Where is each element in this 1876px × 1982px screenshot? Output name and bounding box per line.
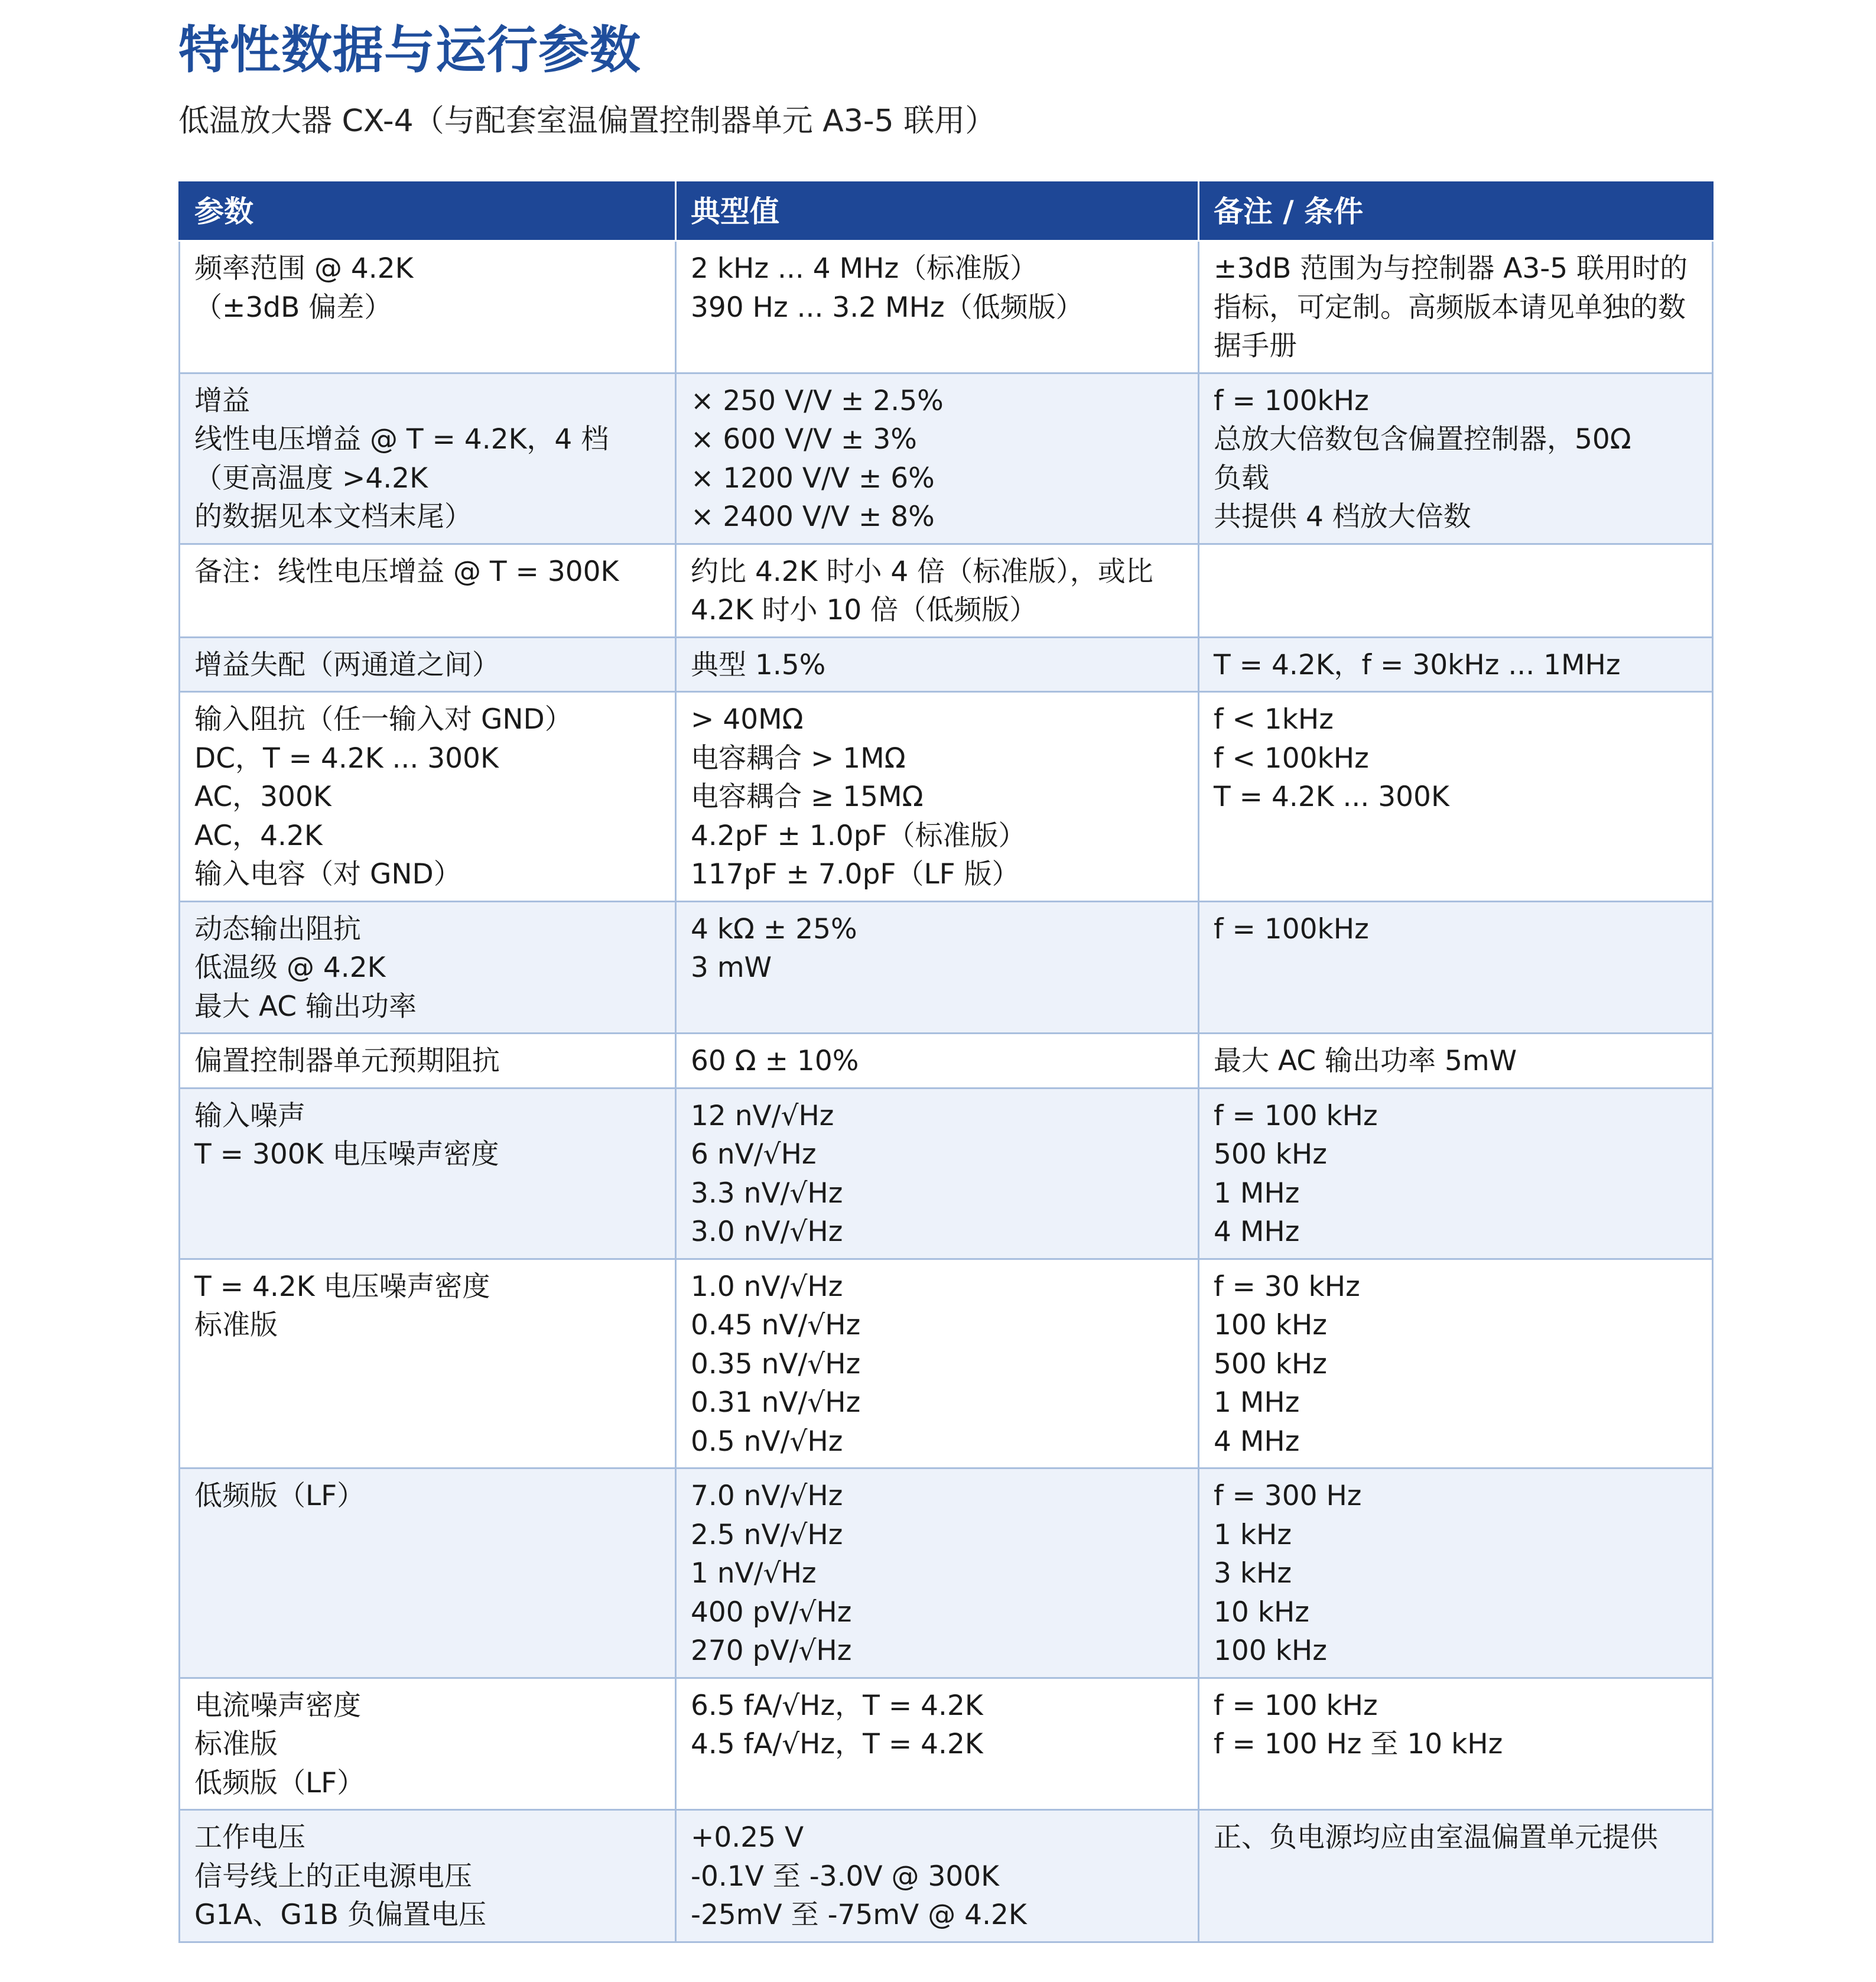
note-cell: [1199, 692, 1713, 902]
param-line: 低频版（LF）: [194, 1766, 365, 1799]
note-line: 负载: [1214, 462, 1269, 495]
note-cell: [1199, 241, 1713, 373]
column-header-param: 参数: [180, 183, 676, 241]
note-line: 总放大倍数包含偏置控制器，50Ω: [1214, 423, 1631, 456]
param-cell: [180, 637, 676, 692]
value-line: 电容耦合 ≥ 15MΩ: [691, 781, 924, 813]
param-line: 偏置控制器单元预期阻抗: [194, 1045, 500, 1077]
table-body: [180, 241, 1713, 1942]
spec-table: [178, 181, 1714, 1943]
value-line: 3 mW: [691, 951, 772, 984]
param-line: （±3dB 偏差）: [194, 291, 392, 324]
note-cell: [1199, 1468, 1713, 1678]
table-row: [180, 1678, 1713, 1810]
value-cell: [676, 544, 1199, 637]
note-cell: [1199, 1259, 1713, 1468]
param-line: 标准版: [194, 1309, 278, 1341]
note-line: f = 100kHz: [1214, 384, 1369, 417]
param-cell: [180, 692, 676, 902]
note-cell: [1199, 1810, 1713, 1942]
value-line: 4.5 fA/√Hz，T = 4.2K: [691, 1728, 983, 1760]
value-cell: [676, 901, 1199, 1034]
value-line: 4.2K 时小 10 倍（低频版）: [691, 594, 1038, 626]
value-line: 7.0 nV/√Hz: [691, 1480, 843, 1512]
param-line: 增益: [194, 384, 250, 417]
note-line: 4 MHz: [1214, 1216, 1300, 1248]
param-line: 输入噪声: [194, 1099, 305, 1132]
note-line: 3 kHz: [1214, 1557, 1292, 1590]
param-line: T = 300K 电压噪声密度: [194, 1138, 499, 1171]
note-line: f = 30 kHz: [1214, 1270, 1360, 1303]
param-line: 线性电压增益 @ T = 4.2K，4 档: [194, 423, 609, 456]
value-cell: [676, 637, 1199, 692]
table-row: [180, 1088, 1713, 1259]
value-line: 0.31 nV/√Hz: [691, 1386, 861, 1419]
param-cell: [180, 241, 676, 373]
param-line: 最大 AC 输出功率: [194, 990, 417, 1023]
note-line: 1 MHz: [1214, 1386, 1300, 1419]
param-line: T = 4.2K 电压噪声密度: [194, 1270, 490, 1303]
page-subtitle: 低温放大器 CX-4（与配套室温偏置控制器单元 A3-5 联用）: [178, 103, 996, 139]
param-line: （更高温度 >4.2K: [194, 462, 428, 495]
note-line: f < 100kHz: [1214, 742, 1369, 775]
table-row: [180, 1259, 1713, 1468]
table-row: [180, 692, 1713, 902]
param-line: 的数据见本文档末尾）: [194, 501, 472, 533]
value-line: 电容耦合 > 1MΩ: [691, 742, 906, 775]
note-cell: [1199, 1034, 1713, 1089]
value-line: -25mV 至 -75mV @ 4.2K: [691, 1899, 1027, 1931]
value-line: > 40MΩ: [691, 703, 804, 736]
param-cell: [180, 1034, 676, 1089]
note-line: T = 4.2K ... 300K: [1214, 781, 1449, 813]
note-cell: [1199, 544, 1713, 637]
note-line: 100 kHz: [1214, 1309, 1327, 1341]
param-line: 工作电压: [194, 1821, 305, 1854]
note-cell: [1199, 373, 1713, 544]
note-line: 指标，可定制。高频版本请见单独的数: [1214, 291, 1686, 324]
note-cell: [1199, 1088, 1713, 1259]
value-cell: [676, 373, 1199, 544]
param-line: 备注：线性电压增益 @ T = 300K: [194, 555, 619, 588]
table-row: [180, 1034, 1713, 1089]
value-line: 270 pV/√Hz: [691, 1635, 852, 1667]
param-cell: [180, 1810, 676, 1942]
param-cell: [180, 1088, 676, 1259]
column-header-value: 典型值: [676, 183, 1199, 241]
param-line: AC，300K: [194, 781, 331, 813]
column-header-note: 备注 / 条件: [1199, 183, 1713, 241]
param-cell: [180, 373, 676, 544]
note-line: f < 1kHz: [1214, 703, 1334, 736]
param-cell: [180, 544, 676, 637]
note-line: 共提供 4 档放大倍数: [1214, 501, 1471, 533]
value-cell: [676, 241, 1199, 373]
param-line: 输入阻抗（任一输入对 GND）: [194, 703, 573, 736]
value-line: 1 nV/√Hz: [691, 1557, 817, 1590]
note-line: 500 kHz: [1214, 1138, 1327, 1171]
value-cell: [676, 1678, 1199, 1810]
table-row: [180, 544, 1713, 637]
value-line: 0.35 nV/√Hz: [691, 1347, 861, 1380]
value-line: 2.5 nV/√Hz: [691, 1518, 843, 1551]
page-title: 特性数据与运行参数: [178, 21, 641, 80]
param-cell: [180, 1259, 676, 1468]
param-line: 低温级 @ 4.2K: [194, 951, 386, 984]
table-row: [180, 241, 1713, 373]
table-row: [180, 901, 1713, 1034]
param-cell: [180, 1678, 676, 1810]
param-line: G1A、G1B 负偏置电压: [194, 1899, 486, 1931]
note-line: f = 100kHz: [1214, 912, 1369, 945]
note-line: 1 MHz: [1214, 1177, 1300, 1210]
note-line: 100 kHz: [1214, 1635, 1327, 1667]
note-line: 最大 AC 输出功率 5mW: [1214, 1045, 1517, 1077]
param-line: 标准版: [194, 1728, 278, 1760]
note-line: 据手册: [1214, 330, 1297, 362]
value-line: 12 nV/√Hz: [691, 1099, 834, 1132]
value-line: 390 Hz ... 3.2 MHz（低频版）: [691, 291, 1084, 324]
value-cell: [676, 1468, 1199, 1678]
table-row: [180, 1810, 1713, 1942]
value-cell: [676, 692, 1199, 902]
param-line: 低频版（LF）: [194, 1480, 365, 1512]
param-line: 动态输出阻抗: [194, 912, 361, 945]
param-cell: [180, 1468, 676, 1678]
param-line: 频率范围 @ 4.2K: [194, 252, 414, 285]
value-cell: [676, 1088, 1199, 1259]
value-line: × 250 V/V ± 2.5%: [691, 384, 944, 417]
value-line: -0.1V 至 -3.0V @ 300K: [691, 1860, 1000, 1893]
value-line: × 600 V/V ± 3%: [691, 423, 917, 456]
note-line: 10 kHz: [1214, 1596, 1309, 1629]
value-line: × 2400 V/V ± 8%: [691, 501, 935, 533]
table-row: [180, 1468, 1713, 1678]
value-line: 400 pV/√Hz: [691, 1596, 852, 1629]
value-line: 6.5 fA/√Hz，T = 4.2K: [691, 1689, 983, 1722]
value-line: 0.45 nV/√Hz: [691, 1309, 861, 1341]
param-line: 输入电容（对 GND）: [194, 858, 461, 891]
value-line: × 1200 V/V ± 6%: [691, 462, 935, 495]
param-line: DC，T = 4.2K ... 300K: [194, 742, 499, 775]
param-line: 电流噪声密度: [194, 1689, 361, 1722]
note-line: 500 kHz: [1214, 1347, 1327, 1380]
value-line: 1.0 nV/√Hz: [691, 1270, 843, 1303]
note-cell: [1199, 637, 1713, 692]
note-cell: [1199, 901, 1713, 1034]
table-header-row: [180, 183, 1713, 241]
value-line: 6 nV/√Hz: [691, 1138, 817, 1171]
param-line: AC，4.2K: [194, 819, 323, 852]
value-cell: [676, 1034, 1199, 1089]
note-line: ±3dB 范围为与控制器 A3-5 联用时的: [1214, 252, 1688, 285]
note-line: f = 100 kHz: [1214, 1099, 1378, 1132]
param-cell: [180, 901, 676, 1034]
value-line: 4 kΩ ± 25%: [691, 912, 857, 945]
note-cell: [1199, 1678, 1713, 1810]
param-line: 信号线上的正电源电压: [194, 1860, 472, 1893]
param-line: 增益失配（两通道之间）: [194, 648, 500, 681]
note-line: 4 MHz: [1214, 1425, 1300, 1458]
value-line: 117pF ± 7.0pF（LF 版）: [691, 858, 1020, 891]
value-line: +0.25 V: [691, 1821, 804, 1854]
value-cell: [676, 1810, 1199, 1942]
note-line: T = 4.2K，f = 30kHz ... 1MHz: [1214, 648, 1621, 681]
value-line: 2 kHz ... 4 MHz（标准版）: [691, 252, 1038, 285]
value-cell: [676, 1259, 1199, 1468]
value-line: 4.2pF ± 1.0pF（标准版）: [691, 819, 1026, 852]
note-line: f = 100 Hz 至 10 kHz: [1214, 1728, 1503, 1760]
note-line: 正、负电源均应由室温偏置单元提供: [1214, 1821, 1658, 1854]
note-line: f = 100 kHz: [1214, 1689, 1378, 1722]
value-line: 约比 4.2K 时小 4 倍（标准版），或比: [691, 555, 1153, 588]
value-line: 3.3 nV/√Hz: [691, 1177, 843, 1210]
table-row: [180, 637, 1713, 692]
value-line: 60 Ω ± 10%: [691, 1045, 859, 1077]
value-line: 3.0 nV/√Hz: [691, 1216, 843, 1248]
note-line: 1 kHz: [1214, 1518, 1292, 1551]
value-line: 0.5 nV/√Hz: [691, 1425, 843, 1458]
note-line: f = 300 Hz: [1214, 1480, 1362, 1512]
table-row: [180, 373, 1713, 544]
value-line: 典型 1.5%: [691, 648, 826, 681]
